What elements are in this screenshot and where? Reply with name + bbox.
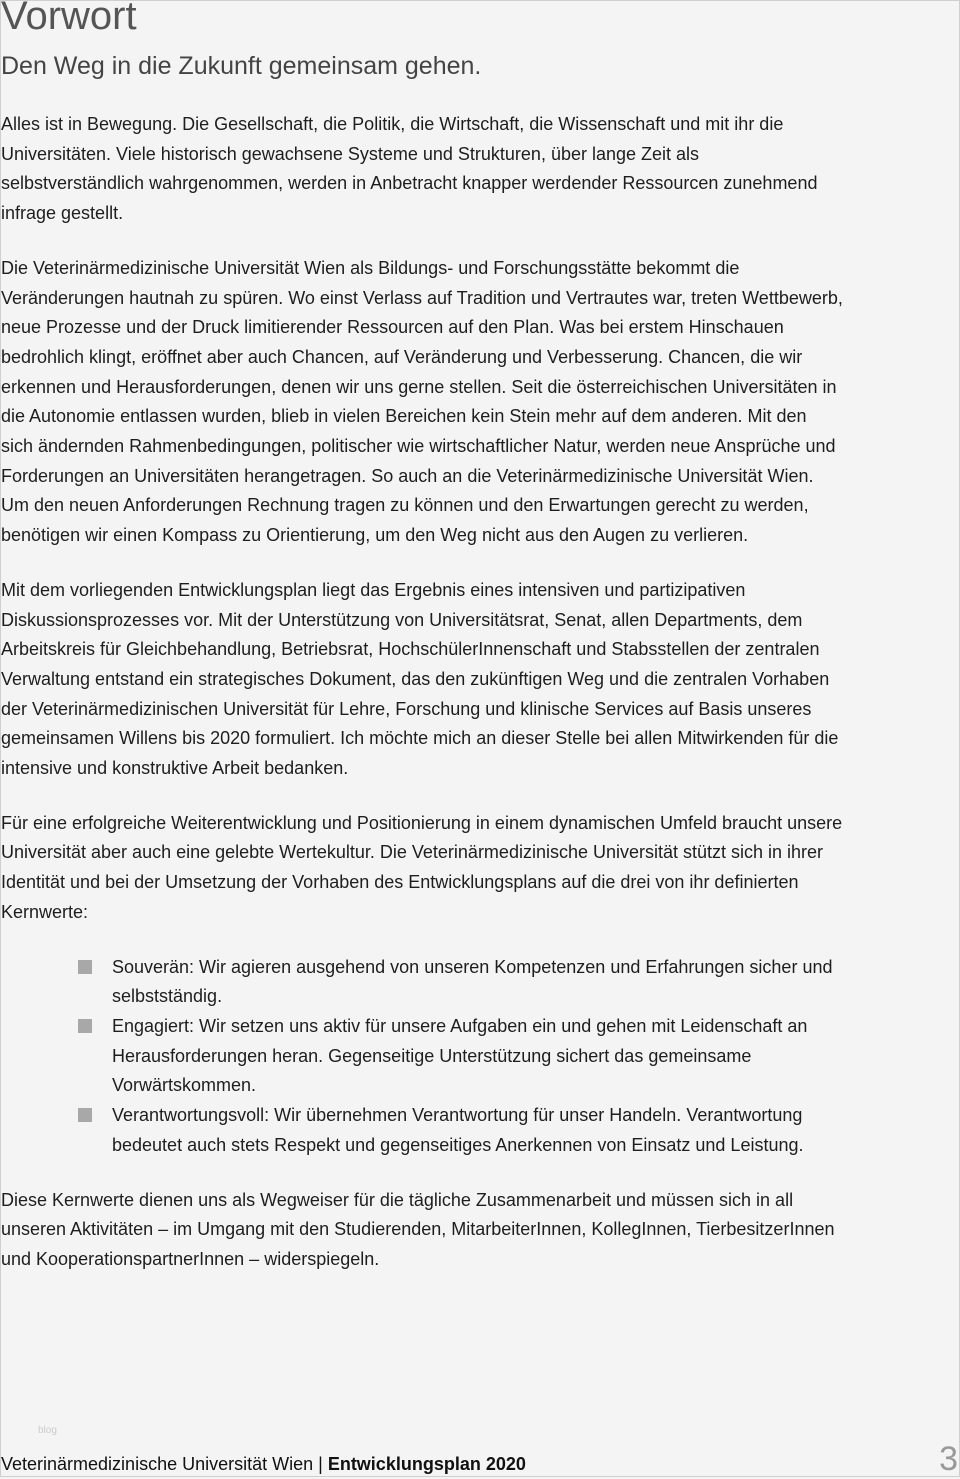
page-subtitle: Den Weg in die Zukunft gemeinsam gehen. bbox=[1, 52, 482, 80]
document-body bbox=[1, 110, 843, 1300]
footer-institution: Veterinärmedizinische Universität Wien | bbox=[1, 1454, 328, 1474]
footer-document: Entwicklungsplan 2020 bbox=[327, 1454, 526, 1474]
paragraph: Die Veterinärmedizinische Universität Wien als Bildungs- und Forschungsstätte bekommt die Veränderungen hautnah zu spüren. Wo einst Verlass auf Tradition und Vertrautes war, treten Wettbewerb, neue Prozesse und der Druck limitierender Ressourcen auf den Plan. Was bei erstem Hinschauen bedrohlich klingt, eröffnet aber auch Chancen, auf Veränderung und Verbesserung. Chancen, die wir erkennen und Herausforderungen, denen wir uns gerne stellen. Seit die österreichischen Universitäten in die Autonomie entlassen wurden, blieb in vielen Bereichen kein Stein mehr auf dem anderen. Mit den sich ändernden Rahmenbedingungen, politischer wie wirtschaftlicher Natur, werden neue Ansprüche und Forderungen an Universitäten herangetragen. So auch an die Veterinärmedizinische Universität Wien. Um den neuen Anforderungen Rechnung tragen zu können und den Erwartungen gerecht zu werden, benötigen wir einen Kompass zu Orientierung, um den Weg nicht aus den Augen zu verlieren. bbox=[1, 257, 843, 546]
paragraph: Mit dem vorliegenden Entwicklungsplan liegt das Ergebnis eines intensiven und partizipativen Diskussionsprozesses vor. Mit der Unterstützung von Universitätsrat, Senat, allen Departments, dem Arbeitskreis für Gleichbehandlung, Betriebsrat, HochschülerInnenschaft und Stabsstellen der zentralen Verwaltung entstand ein strategisches Dokument, das den zukünftigen Weg und die zentralen Vorhaben der Veterinärmedizinischen Universität für Lehre, Forschung und klinische Services auf Basis unseres gemeinsamen Willens bis 2020 formuliert. Ich möchte mich an dieser Stelle bei allen Mitwirkenden für die intensive und konstruktive Arbeit bedanken. bbox=[1, 579, 839, 779]
square-bullet-icon bbox=[78, 1019, 92, 1033]
page-title: Vorwort bbox=[1, 0, 137, 38]
square-bullet-icon bbox=[78, 1108, 92, 1122]
paragraph: Für eine erfolgreiche Weiterentwicklung und Positionierung in einem dynamischen Umfeld braucht unsere Universität aber auch eine gelebte Wertekultur. Die Veterinärmedizinische Universität stützt sich in ihrer Identität und bei der Umsetzung der Vorhaben des Entwicklungsplans auf die drei von ihr definierten Kernwerte: bbox=[1, 812, 843, 922]
list-item-text: Engagiert: Wir setzen uns aktiv für unsere Aufgaben ein und gehen mit Leidenschaft an Herausforderungen heran. Gegenseitige Unterstützung sichert das gemeinsame Vorwärtskommen. bbox=[112, 1015, 808, 1096]
list-item bbox=[112, 1101, 843, 1160]
watermark: blog bbox=[38, 1425, 57, 1436]
page-number: 3 bbox=[939, 1440, 958, 1478]
core-values-list bbox=[1, 953, 843, 1161]
square-bullet-icon bbox=[78, 960, 92, 974]
list-item-text: Verantwortungsvoll: Wir übernehmen Verantwortung für unser Handeln. Verantwortung bedeutet auch stets Respekt und gegenseitiges Anerkennen von Einsatz und Leistung. bbox=[112, 1105, 804, 1155]
paragraph: Alles ist in Bewegung. Die Gesellschaft, die Politik, die Wirtschaft, die Wissenschaft und mit ihr die Universitäten. Viele historisch gewachsene Systeme und Strukturen, über lange Zeit als selbstverständlich wahrgenommen, werden in Anbetracht knapper werdender Ressourcen zunehmend infrage gestellt. bbox=[1, 114, 818, 224]
closing-paragraph: Diese Kernwerte dienen uns als Wegweiser für die tägliche Zusammenarbeit und müssen sich in all unseren Aktivitäten – im Umgang mit den Studierenden, MitarbeiterInnen, KollegInnen, TierbesitzerInnen und KooperationspartnerInnen – widerspiegeln. bbox=[1, 1189, 835, 1269]
list-item-text: Souverän: Wir agieren ausgehend von unseren Kompetenzen und Erfahrungen sicher und selbstständig. bbox=[112, 956, 833, 1007]
list-item bbox=[112, 1012, 843, 1101]
list-item bbox=[112, 953, 843, 1012]
footer bbox=[1, 1454, 526, 1475]
